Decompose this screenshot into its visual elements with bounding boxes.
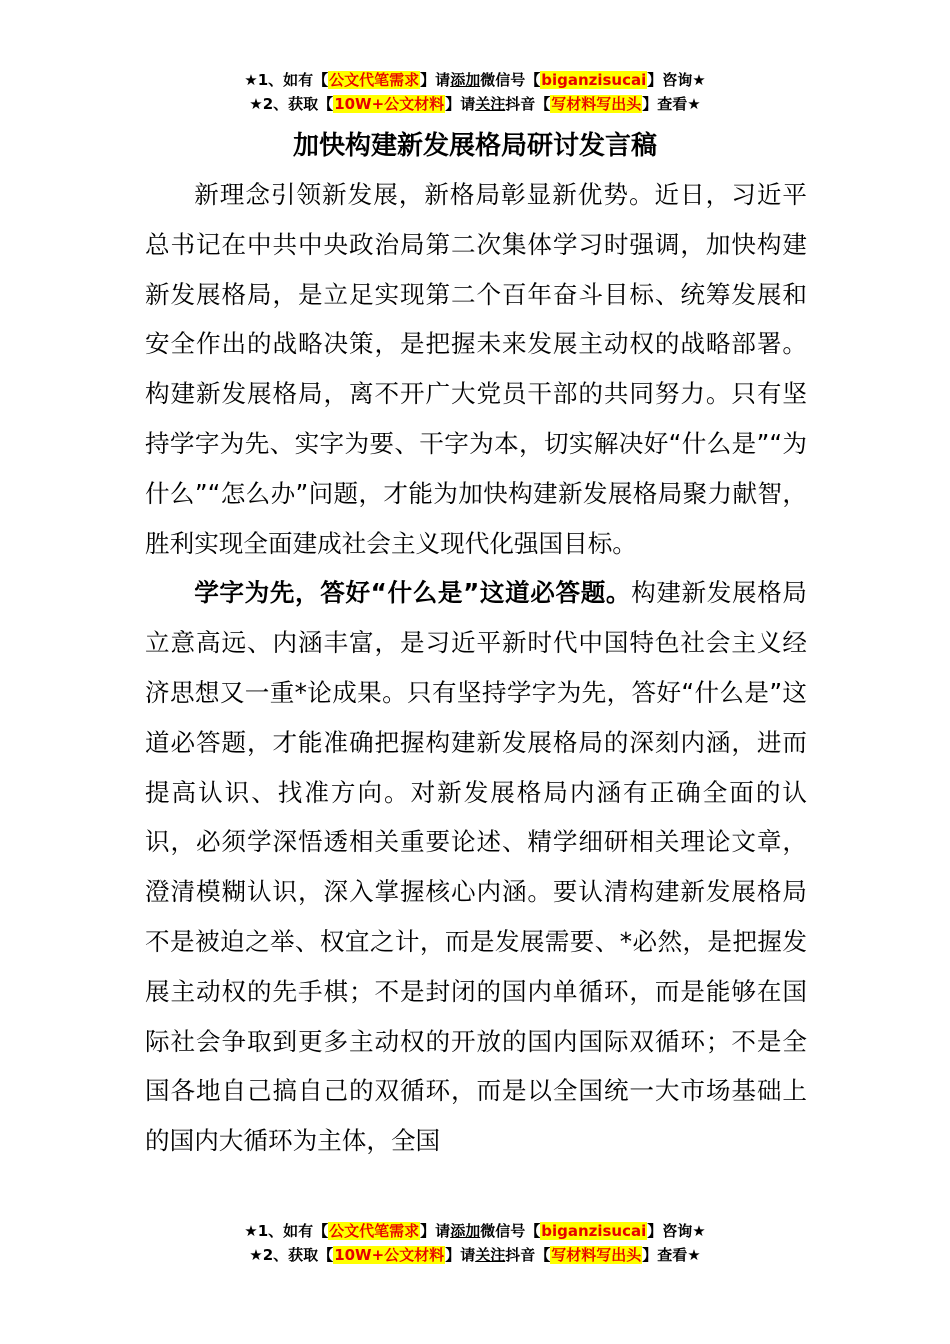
banner-highlight: 公文代笔需求 bbox=[329, 71, 420, 89]
banner-line-1: ★1、如有【公文代笔需求】请添加微信号【biganzisucai】咨询★ bbox=[244, 71, 706, 89]
banner-highlight: 公文代笔需求 bbox=[329, 1222, 420, 1240]
banner-line-2: ★2、获取【10W+公文材料】请关注抖音【写材料写出头】查看★ bbox=[249, 95, 701, 113]
banner-highlight: 10W+公文材料 bbox=[334, 95, 445, 113]
section-heading: 学字为先，答好“什么是”这道必答题。 bbox=[194, 578, 632, 608]
paragraph-section-1 bbox=[145, 568, 807, 1166]
banner-highlight: 写材料写出头 bbox=[551, 95, 642, 113]
banner-highlight: biganzisucai bbox=[541, 1222, 647, 1240]
banner-highlight: 10W+公文材料 bbox=[334, 1246, 445, 1264]
banner-line-1: ★1、如有【公文代笔需求】请添加微信号【biganzisucai】咨询★ bbox=[244, 1222, 706, 1240]
banner-highlight: biganzisucai bbox=[541, 71, 647, 89]
paragraph-intro: 新理念引领新发展，新格局彰显新优势。近日，习近平总书记在中共中央政治局第二次集体学习时强调，加快构建新发展格局，是立足实现第二个百年奋斗目标、统筹发展和安全作出的战略决策，是把握未来发展主动权的战略部署。构建新发展格局，离不开广大党员干部的共同努力。只有坚持学字为先、实字为要、干字为本，切实解决好“什么是”“为什么”“怎么办”问题，才能为加快构建新发展格局聚力献智，胜利实现全面建成社会主义现代化强国目标。 bbox=[145, 180, 807, 558]
banner-line-2: ★2、获取【10W+公文材料】请关注抖音【写材料写出头】查看★ bbox=[249, 1246, 701, 1264]
banner-highlight: 写材料写出头 bbox=[551, 1246, 642, 1264]
document-body bbox=[145, 170, 807, 1166]
section-text: 构建新发展格局立意高远、内涵丰富，是习近平新时代中国特色社会主义经济思想又一重*论成果。只有坚持学字为先，答好“什么是”这道必答题，才能准确把握构建新发展格局的深刻内涵，进而提高认识、找准方向。对新发展格局内涵有正确全面的认识，必须学深悟透相关重要论述、精学细研相关理论文章，澄清模糊认识，深入掌握核心内涵。要认清构建新发展格局不是被迫之举、权宜之计，而是发展需要、*必然，是把握发展主动权的先手棋；不是封闭的国内单循环，而是能够在国际社会争取到更多主动权的开放的国内国际双循环；不是全国各地自己搞自己的双循环，而是以全国统一大市场基础上的国内大循环为主体，全国 bbox=[145, 578, 807, 1156]
header-banner bbox=[0, 68, 950, 116]
document-title: 加快构建新发展格局研讨发言稿 bbox=[292, 131, 657, 161]
footer-banner bbox=[0, 1219, 950, 1267]
